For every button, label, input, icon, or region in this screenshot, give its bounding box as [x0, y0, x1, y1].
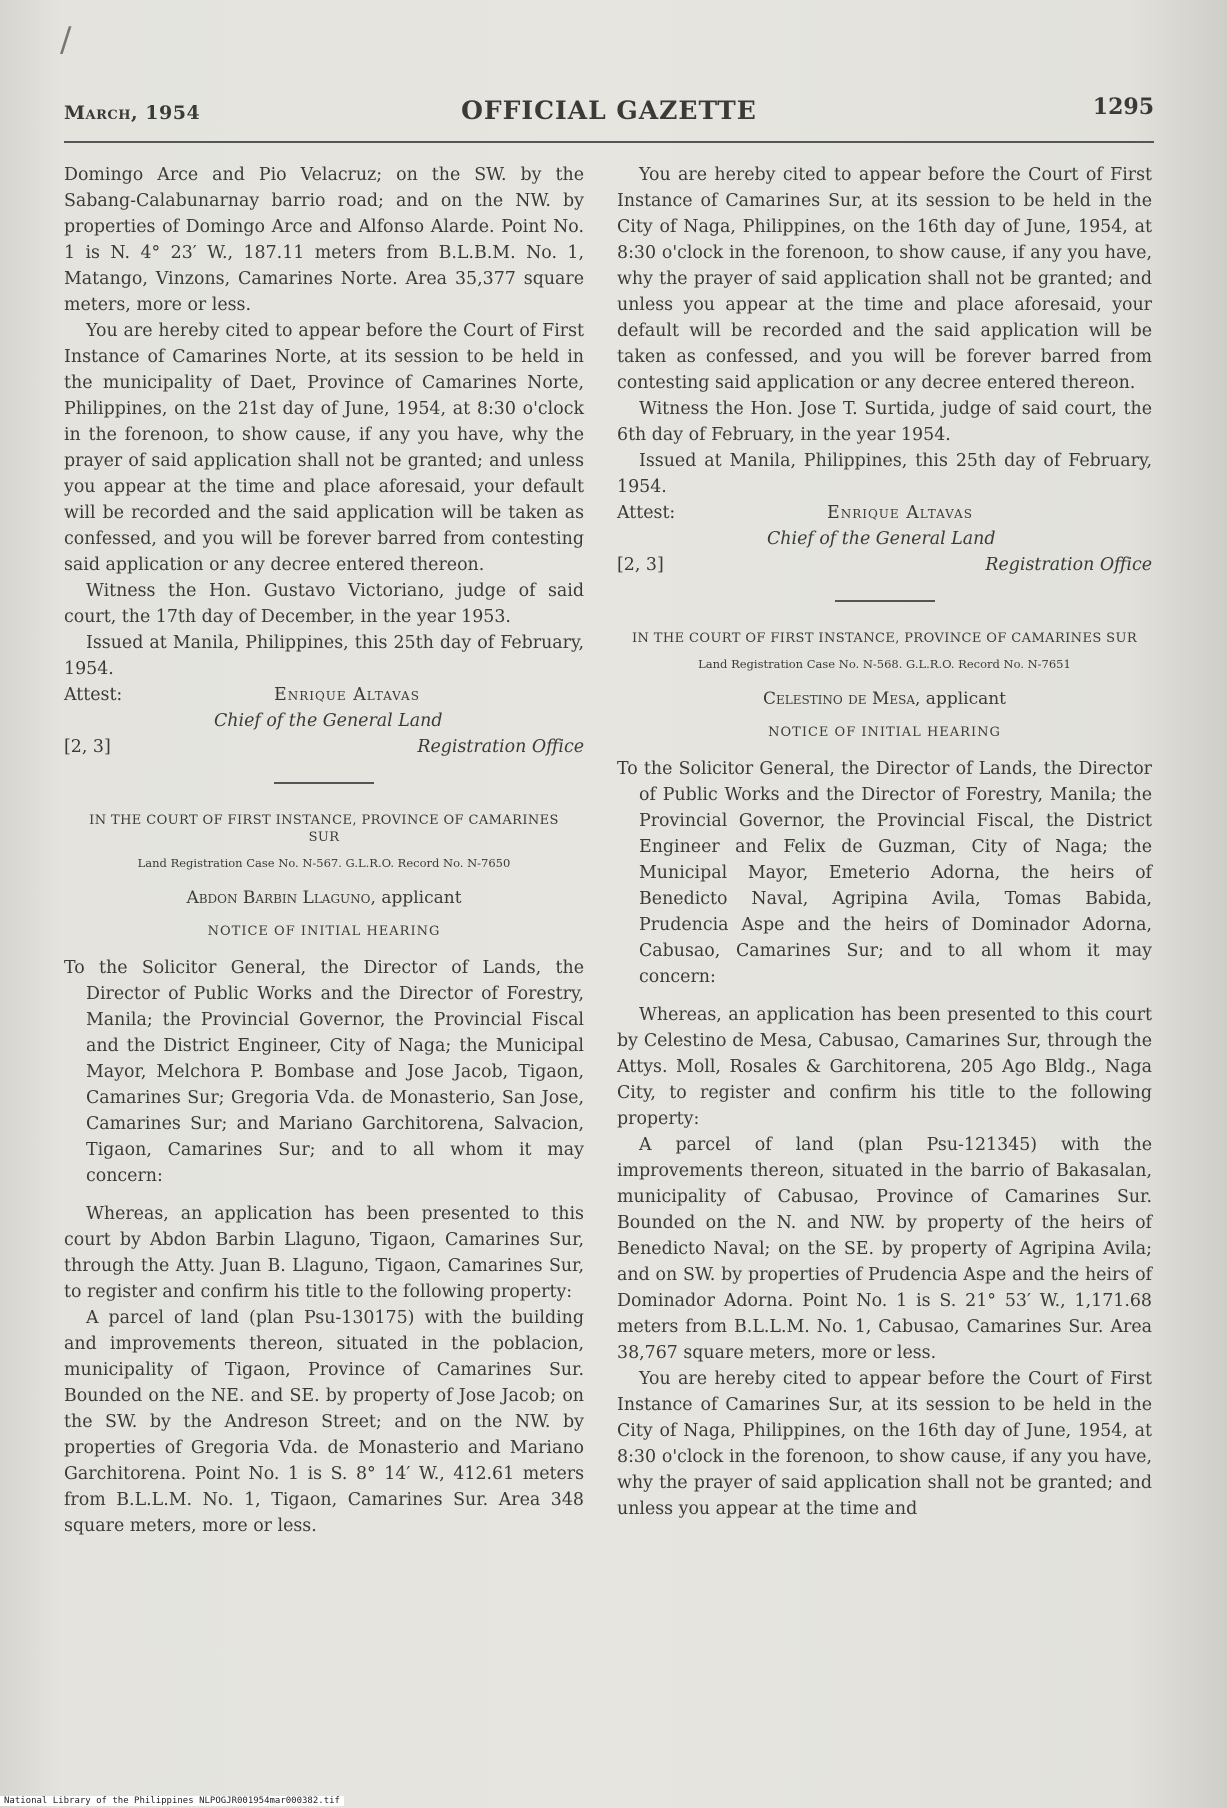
- paragraph: Witness the Hon. Gustavo Victoriano, judge of said court, the 17th day of December, in the year 1953.: [64, 581, 584, 627]
- case-number: Land Registration Case No. N-567. G.L.R.O. Record No. N-7650: [137, 856, 511, 870]
- header-publication: OFFICIAL GAZETTE: [461, 96, 757, 125]
- attest-title: Chief of the General Land: [214, 711, 443, 731]
- attest-office: Registration Office: [417, 737, 584, 757]
- applicant-line: [617, 686, 1152, 712]
- applicant-name: Abdon Barbin Llaguno: [186, 888, 371, 908]
- attest-name: Enrique Altavas: [827, 503, 973, 523]
- applicant-suffix: , applicant: [370, 888, 462, 908]
- attestation: [617, 500, 1152, 578]
- notice-heading: NOTICE OF INITIAL HEARING: [768, 725, 1001, 740]
- paragraph: Witness the Hon. Jose T. Surtida, judge of said court, the 6th day of February, in the year 1954.: [617, 399, 1152, 445]
- header-rule: [64, 141, 1154, 143]
- notice-address: To the Solicitor General, the Director of Lands, the Director of Public Works and the Director of Forestry, Manila; the Provincial Governor, the Provincial Fiscal, the District Engineer and Felix de Guzman, City of Naga; the Municipal Mayor, Emeterio Adorna, the heirs of Benedicto Naval, Agripina Avila, Tomas Babida, Prudencia Aspe and the heirs of Dominador Adorna, Cabusao, Camarines Sur; and to all whom it may concern:: [617, 759, 1152, 987]
- notice-heading: NOTICE OF INITIAL HEARING: [207, 924, 441, 939]
- attest-label: Attest:: [64, 685, 123, 705]
- applicant-suffix: , applicant: [915, 689, 1007, 709]
- scan-footer: National Library of the Philippines NLPOGJR001954mar000382.tif: [0, 1796, 344, 1806]
- paragraph: You are hereby cited to appear before the Court of First Instance of Camarines Sur, at its session to be held in the City of Naga, Philippines, on the 16th day of June, 1954, at 8:30 o'clock in the forenoon, to show cause, if any you have, why the prayer of said application shall not be granted; and unless you appear at the time and: [617, 1369, 1152, 1519]
- left-column: [64, 162, 584, 1539]
- section-divider: [835, 600, 935, 602]
- attest-office: Registration Office: [985, 555, 1152, 575]
- paragraph: Domingo Arce and Pio Velacruz; on the SW. by the Sabang-Calabunarnay barrio road; and on the NW. by properties of Domingo Arce and Alfonso Alarde. Point No. 1 is N. 4° 23′ W., 187.11 meters from B.L.B.M. No. 1, Matango, Vinzons, Camarines Norte. Area 35,377 square meters, more or less.: [64, 165, 584, 315]
- paragraph: Whereas, an application has been presented to this court by Abdon Barbin Llaguno, Tigaon, Camarines Sur, through the Atty. Juan B. Llaguno, Tigaon, Camarines Sur, to register and confirm his title to the following property:: [64, 1204, 584, 1302]
- notice-address: To the Solicitor General, the Director of Lands, the Director of Public Works and the Director of Forestry, Manila; the Provincial Governor, the Provincial Fiscal and the District Engineer, City of Naga; the Municipal Mayor, Melchora P. Bombase and Jose Jacob, Tigaon, Camarines Sur; Gregoria Vda. de Monasterio, San Jose, Camarines Sur; and Mariano Garchitorena, Salvacion, Tigaon, Camarines Sur; and to all whom it may concern:: [64, 958, 584, 1186]
- paragraph: Whereas, an application has been presented to this court by Celestino de Mesa, Cabusao, Camarines Sur, through the Attys. Moll, Rosales & Garchitorena, 205 Ago Bldg., Naga City, to register and confirm his title to the following property:: [617, 1005, 1152, 1129]
- applicant-line: [64, 885, 584, 911]
- right-column: [617, 162, 1152, 1522]
- paragraph: Issued at Manila, Philippines, this 25th day of February, 1954.: [64, 633, 584, 679]
- margin-mark: /: [60, 20, 72, 60]
- paragraph: Issued at Manila, Philippines, this 25th day of February, 1954.: [617, 451, 1152, 497]
- paragraph: You are hereby cited to appear before the Court of First Instance of Camarines Norte, at its session to be held in the municipality of Daet, Province of Camarines Norte, Philippines, on the 21st day of June, 1954, at 8:30 o'clock in the forenoon, to show cause, if any you have, why the prayer of said application shall not be granted; and unless you appear at the time and place aforesaid, your default will be recorded and the said application will be taken as confessed, and you will be forever barred from contesting said application or any decree entered thereon.: [64, 321, 584, 575]
- issue-reference: [2, 3]: [617, 555, 664, 575]
- case-number: Land Registration Case No. N-568. G.L.R.O. Record No. N-7651: [698, 657, 1071, 671]
- court-heading: IN THE COURT OF FIRST INSTANCE, PROVINCE OF CAMARINES SUR: [89, 813, 559, 845]
- attest-title: Chief of the General Land: [767, 529, 996, 549]
- attestation: [64, 682, 584, 760]
- paragraph: A parcel of land (plan Psu-121345) with the improvements thereon, situated in the barrio of Bakasalan, municipality of Cabusao, Province of Camarines Sur. Bounded on the N. and NW. by property of the heirs of Benedicto Naval; on the SE. by property of Agripina Avila; and on SW. by properties of Prudencia Aspe and the heirs of Dominador Adorna. Point No. 1 is S. 21° 53′ W., 1,171.68 meters from B.L.L.M. No. 1, Cabusao, Camarines Sur. Area 38,767 square meters, more or less.: [617, 1135, 1152, 1363]
- attest-label: Attest:: [617, 503, 676, 523]
- paragraph: You are hereby cited to appear before the Court of First Instance of Camarines Sur, at its session to be held in the City of Naga, Philippines, on the 16th day of June, 1954, at 8:30 o'clock in the forenoon, to show cause, if any you have, why the prayer of said application shall not be granted; and unless you appear at the time and place aforesaid, your default will be recorded and the said application will be taken as confessed, and you will be forever barred from contesting said application or any decree entered thereon.: [617, 165, 1152, 393]
- attest-name: Enrique Altavas: [274, 685, 420, 705]
- header-page-number: 1295: [1092, 94, 1154, 120]
- paragraph: A parcel of land (plan Psu-130175) with the building and improvements thereon, situated in the poblacion, municipality of Tigaon, Province of Camarines Sur. Bounded on the NE. and SE. by property of Jose Jacob; on the SW. by the Andreson Street; and on the NW. by properties of Gregoria Vda. de Monasterio and Mariano Garchitorena. Point No. 1 is S. 8° 14′ W., 412.61 meters from B.L.L.M. No. 1, Tigaon, Camarines Sur. Area 348 square meters, more or less.: [64, 1308, 584, 1536]
- page-header: [64, 88, 1154, 128]
- issue-reference: [2, 3]: [64, 737, 111, 757]
- section-divider: [274, 782, 374, 784]
- court-heading: IN THE COURT OF FIRST INSTANCE, PROVINCE OF CAMARINES SUR: [631, 631, 1138, 646]
- applicant-name: Celestino de Mesa: [762, 689, 915, 709]
- header-date: March, 1954: [64, 102, 201, 124]
